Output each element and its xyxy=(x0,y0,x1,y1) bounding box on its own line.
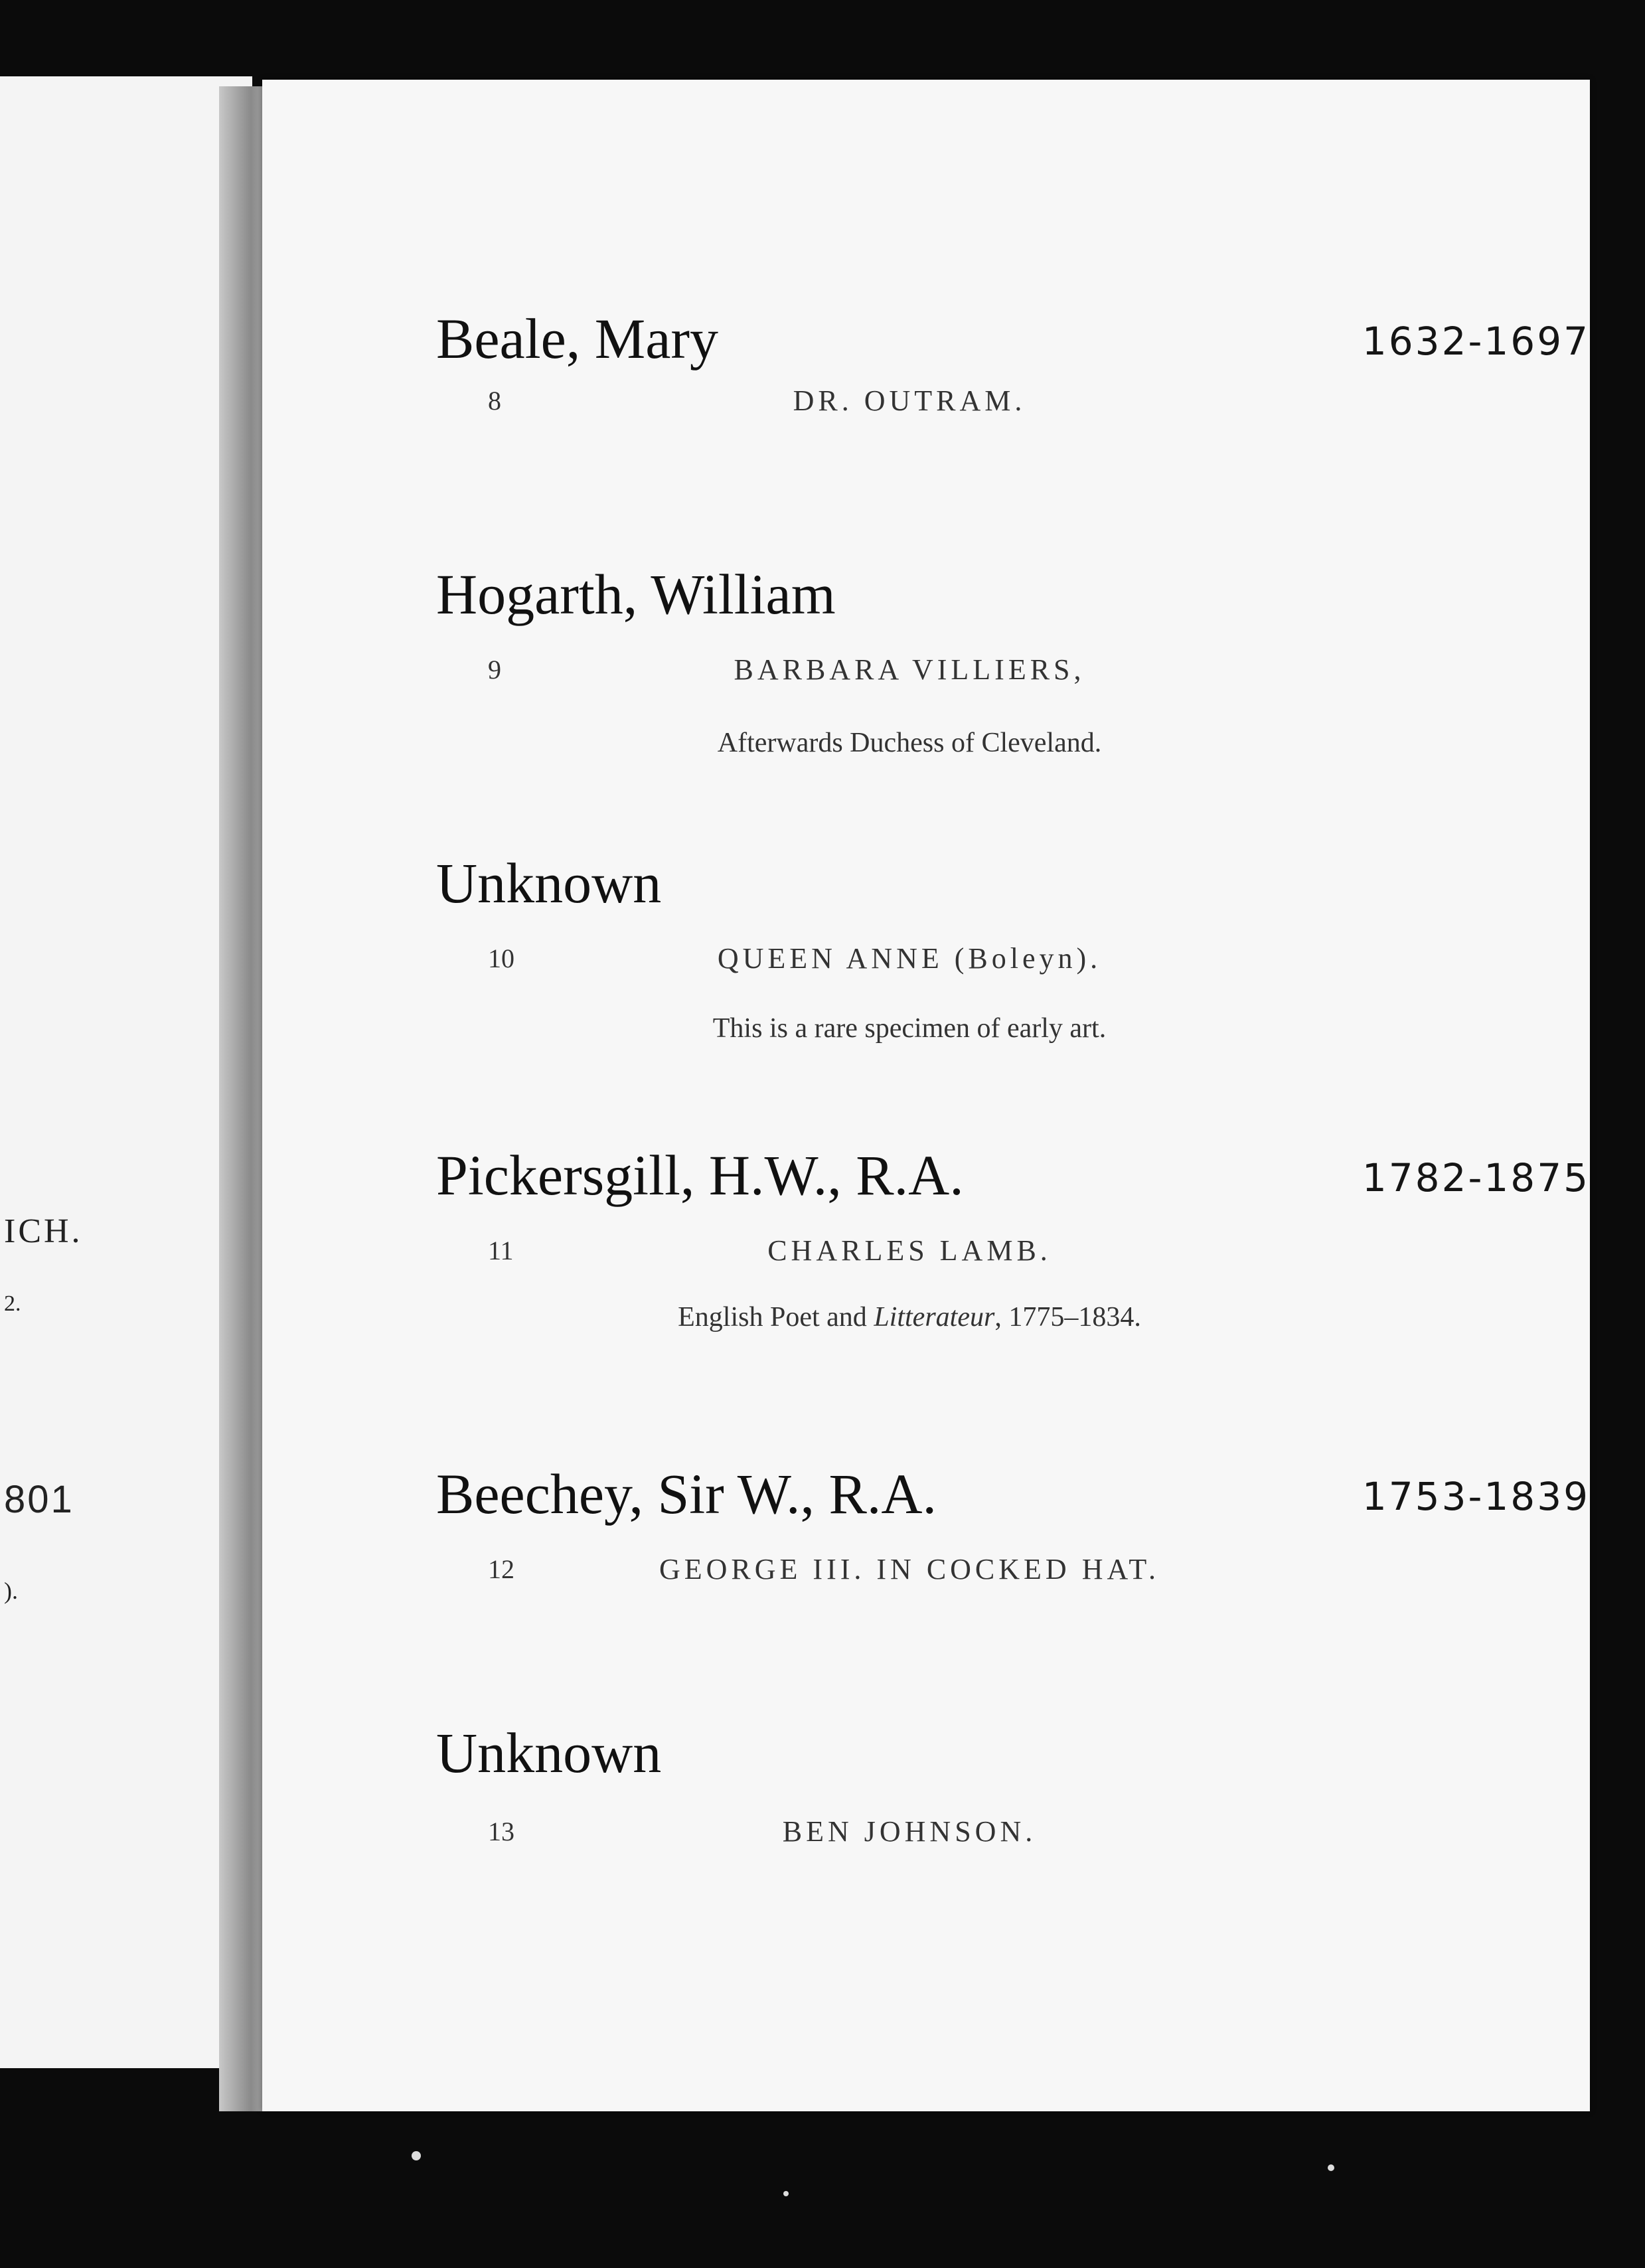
portrait-title: CHARLES LAMB. xyxy=(767,1234,1052,1267)
artist-dates: 1753-1839 xyxy=(1362,1474,1590,1519)
entry-number: 9 xyxy=(488,655,501,685)
artist-dates: 1782-1875 xyxy=(1362,1155,1590,1200)
artist-name: Unknown xyxy=(436,1721,662,1785)
left-fragment-text: ICH. xyxy=(4,1212,83,1250)
artist-name: Hogarth, William xyxy=(436,562,836,626)
portrait-note: This is a rare specimen of early art. xyxy=(712,1013,1107,1044)
portrait-title: GEORGE III. IN COCKED HAT. xyxy=(659,1553,1160,1585)
artist-name: Pickersgill, H.W., R.A. xyxy=(436,1143,964,1207)
left-page-fragment xyxy=(0,76,252,2068)
catalogue-page xyxy=(262,80,1590,2111)
artist-name: Beechey, Sir W., R.A. xyxy=(436,1462,937,1526)
entry-number: 8 xyxy=(488,386,501,416)
note-italic-text: Litterateur xyxy=(874,1302,995,1333)
artist-name: Beale, Mary xyxy=(436,307,719,370)
portrait-title: BARBARA VILLIERS, xyxy=(734,653,1085,686)
entry-number: 11 xyxy=(488,1236,514,1265)
portrait-title: DR. OUTRAM. xyxy=(793,384,1026,417)
artist-name: Unknown xyxy=(436,851,662,915)
portrait-note: Afterwards Duchess of Cleveland. xyxy=(717,728,1102,758)
note-text: English Poet and xyxy=(678,1302,874,1333)
entry-number: 10 xyxy=(488,943,514,973)
portrait-note xyxy=(531,1301,1288,1333)
portrait-title: QUEEN ANNE (Boleyn). xyxy=(717,942,1102,975)
dust-speck xyxy=(412,2151,421,2160)
artist-dates: 1632-1697 xyxy=(1362,319,1590,364)
left-fragment-text: 801 xyxy=(4,1478,74,1521)
note-text: , 1775–1834. xyxy=(994,1302,1141,1333)
dust-speck xyxy=(783,2191,789,2196)
entry-number: 13 xyxy=(488,1817,514,1846)
left-fragment-text: ). xyxy=(4,1578,18,1604)
entry-number: 12 xyxy=(488,1554,514,1584)
portrait-title: BEN JOHNSON. xyxy=(782,1815,1037,1848)
left-fragment-text: 2. xyxy=(4,1291,21,1316)
dust-speck xyxy=(1328,2164,1334,2171)
